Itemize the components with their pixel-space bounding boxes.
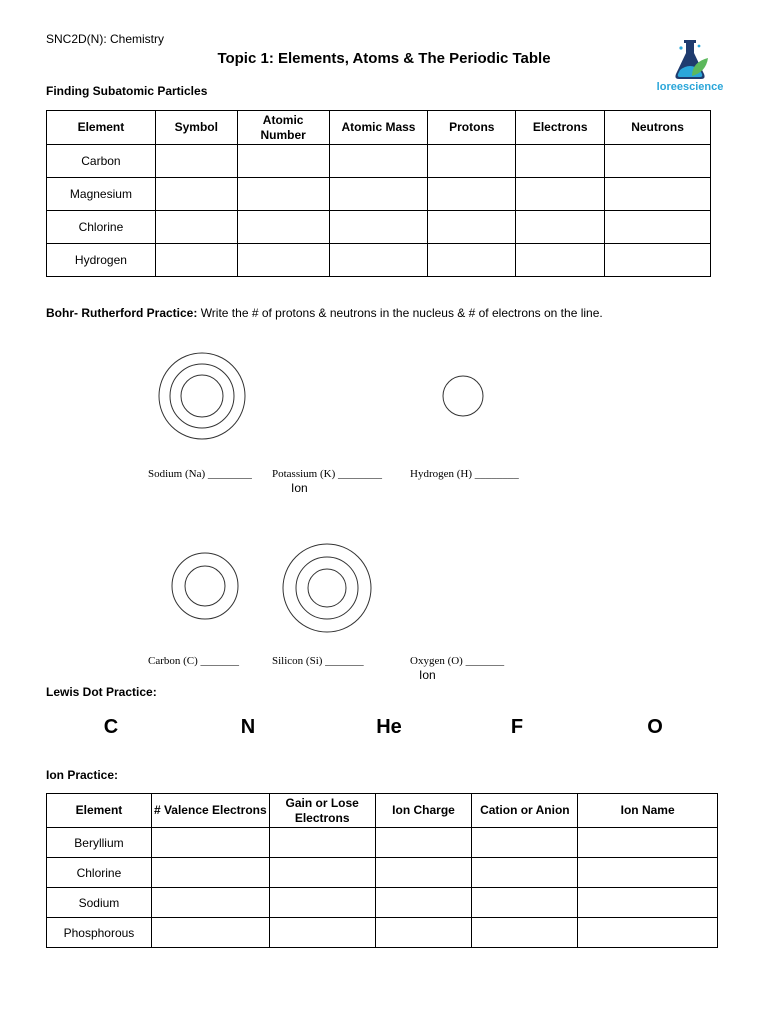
answer-cell[interactable] <box>578 888 718 918</box>
answer-cell[interactable] <box>472 918 578 948</box>
answer-cell[interactable] <box>472 888 578 918</box>
subatomic-table <box>46 110 711 277</box>
column-header: Atomic Number <box>237 111 329 145</box>
carbon-bohr-diagram <box>170 551 240 621</box>
sodium-label: Sodium (Na) ________ <box>148 468 252 480</box>
answer-cell[interactable] <box>237 211 329 244</box>
silicon-bohr-diagram <box>281 542 373 634</box>
lewis-heading: Lewis Dot Practice: <box>46 685 157 699</box>
column-header: Protons <box>428 111 516 145</box>
element-cell: Sodium <box>47 888 152 918</box>
answer-cell[interactable] <box>472 858 578 888</box>
column-header: Neutrons <box>605 111 711 145</box>
answer-cell[interactable] <box>151 858 269 888</box>
answer-cell[interactable] <box>428 244 516 277</box>
answer-cell[interactable] <box>516 178 605 211</box>
table-row <box>47 858 718 888</box>
answer-cell[interactable] <box>428 145 516 178</box>
column-header: Ion Charge <box>375 794 472 828</box>
column-header: Symbol <box>155 111 237 145</box>
table-row <box>47 888 718 918</box>
answer-cell[interactable] <box>329 244 428 277</box>
table-row <box>47 145 711 178</box>
answer-cell[interactable] <box>151 918 269 948</box>
course-code: SNC2D(N): Chemistry <box>46 32 165 46</box>
element-cell: Hydrogen <box>47 244 156 277</box>
table-row <box>47 918 718 948</box>
element-cell: Beryllium <box>47 828 152 858</box>
logo-text: loreescience <box>656 81 724 93</box>
potassium-ion-note: Ion <box>291 481 308 495</box>
answer-cell[interactable] <box>605 145 711 178</box>
column-header: Gain or Lose Electrons <box>269 794 375 828</box>
element-cell: Chlorine <box>47 211 156 244</box>
column-header: Cation or Anion <box>472 794 578 828</box>
column-header: Element <box>47 794 152 828</box>
answer-cell[interactable] <box>605 211 711 244</box>
logo <box>648 36 732 98</box>
bohr-heading: Bohr- Rutherford Practice: <box>46 306 198 320</box>
column-header: Atomic Mass <box>329 111 428 145</box>
answer-cell[interactable] <box>605 244 711 277</box>
lewis-symbol-nitrogen: N <box>240 716 256 738</box>
silicon-label: Silicon (Si) _______ <box>272 655 364 667</box>
answer-cell[interactable] <box>472 828 578 858</box>
flask-icon <box>648 36 732 82</box>
table-row <box>47 211 711 244</box>
table-row <box>47 828 718 858</box>
column-header: # Valence Electrons <box>151 794 269 828</box>
answer-cell[interactable] <box>155 145 237 178</box>
answer-cell[interactable] <box>516 211 605 244</box>
sodium-bohr-diagram <box>156 350 248 442</box>
answer-cell[interactable] <box>155 244 237 277</box>
answer-cell[interactable] <box>329 178 428 211</box>
lewis-symbol-helium: He <box>376 716 402 738</box>
answer-cell[interactable] <box>269 858 375 888</box>
answer-cell[interactable] <box>329 211 428 244</box>
answer-cell[interactable] <box>269 828 375 858</box>
element-cell: Chlorine <box>47 858 152 888</box>
subatomic-heading: Finding Subatomic Particles <box>46 84 208 98</box>
answer-cell[interactable] <box>578 858 718 888</box>
lewis-symbol-fluorine: F <box>510 716 524 738</box>
answer-cell[interactable] <box>516 145 605 178</box>
answer-cell[interactable] <box>155 178 237 211</box>
element-cell: Phosphorous <box>47 918 152 948</box>
answer-cell[interactable] <box>237 178 329 211</box>
carbon-label: Carbon (C) _______ <box>148 655 240 667</box>
answer-cell[interactable] <box>151 828 269 858</box>
table-header-row <box>47 794 718 828</box>
answer-cell[interactable] <box>375 918 472 948</box>
lewis-symbol-oxygen: O <box>647 716 663 738</box>
table-row <box>47 244 711 277</box>
answer-cell[interactable] <box>428 178 516 211</box>
table-row <box>47 178 711 211</box>
bohr-instruction <box>46 306 603 320</box>
lewis-symbol-carbon: C <box>103 716 119 738</box>
answer-cell[interactable] <box>428 211 516 244</box>
hydrogen-label: Hydrogen (H) ________ <box>410 468 519 480</box>
answer-cell[interactable] <box>237 145 329 178</box>
table-header-row <box>47 111 711 145</box>
column-header: Ion Name <box>578 794 718 828</box>
element-cell: Magnesium <box>47 178 156 211</box>
oxygen-label: Oxygen (O) _______ <box>410 655 505 667</box>
answer-cell[interactable] <box>151 888 269 918</box>
potassium-label: Potassium (K) ________ <box>272 468 382 480</box>
answer-cell[interactable] <box>375 828 472 858</box>
bohr-instruction-text: Write the # of protons & neutrons in the nucleus & # of electrons on the line. <box>197 306 603 320</box>
oxygen-ion-note: Ion <box>419 668 436 682</box>
answer-cell[interactable] <box>516 244 605 277</box>
answer-cell[interactable] <box>329 145 428 178</box>
answer-cell[interactable] <box>269 918 375 948</box>
column-header: Element <box>47 111 156 145</box>
column-header: Electrons <box>516 111 605 145</box>
answer-cell[interactable] <box>375 888 472 918</box>
answer-cell[interactable] <box>155 211 237 244</box>
element-cell: Carbon <box>47 145 156 178</box>
answer-cell[interactable] <box>578 918 718 948</box>
answer-cell[interactable] <box>605 178 711 211</box>
ion-practice-table <box>46 793 718 948</box>
answer-cell[interactable] <box>237 244 329 277</box>
hydrogen-bohr-diagram <box>440 373 486 419</box>
answer-cell[interactable] <box>375 858 472 888</box>
answer-cell[interactable] <box>269 888 375 918</box>
page-title: Topic 1: Elements, Atoms & The Periodic Table <box>217 50 551 67</box>
answer-cell[interactable] <box>578 828 718 858</box>
ion-practice-heading: Ion Practice: <box>46 768 119 782</box>
